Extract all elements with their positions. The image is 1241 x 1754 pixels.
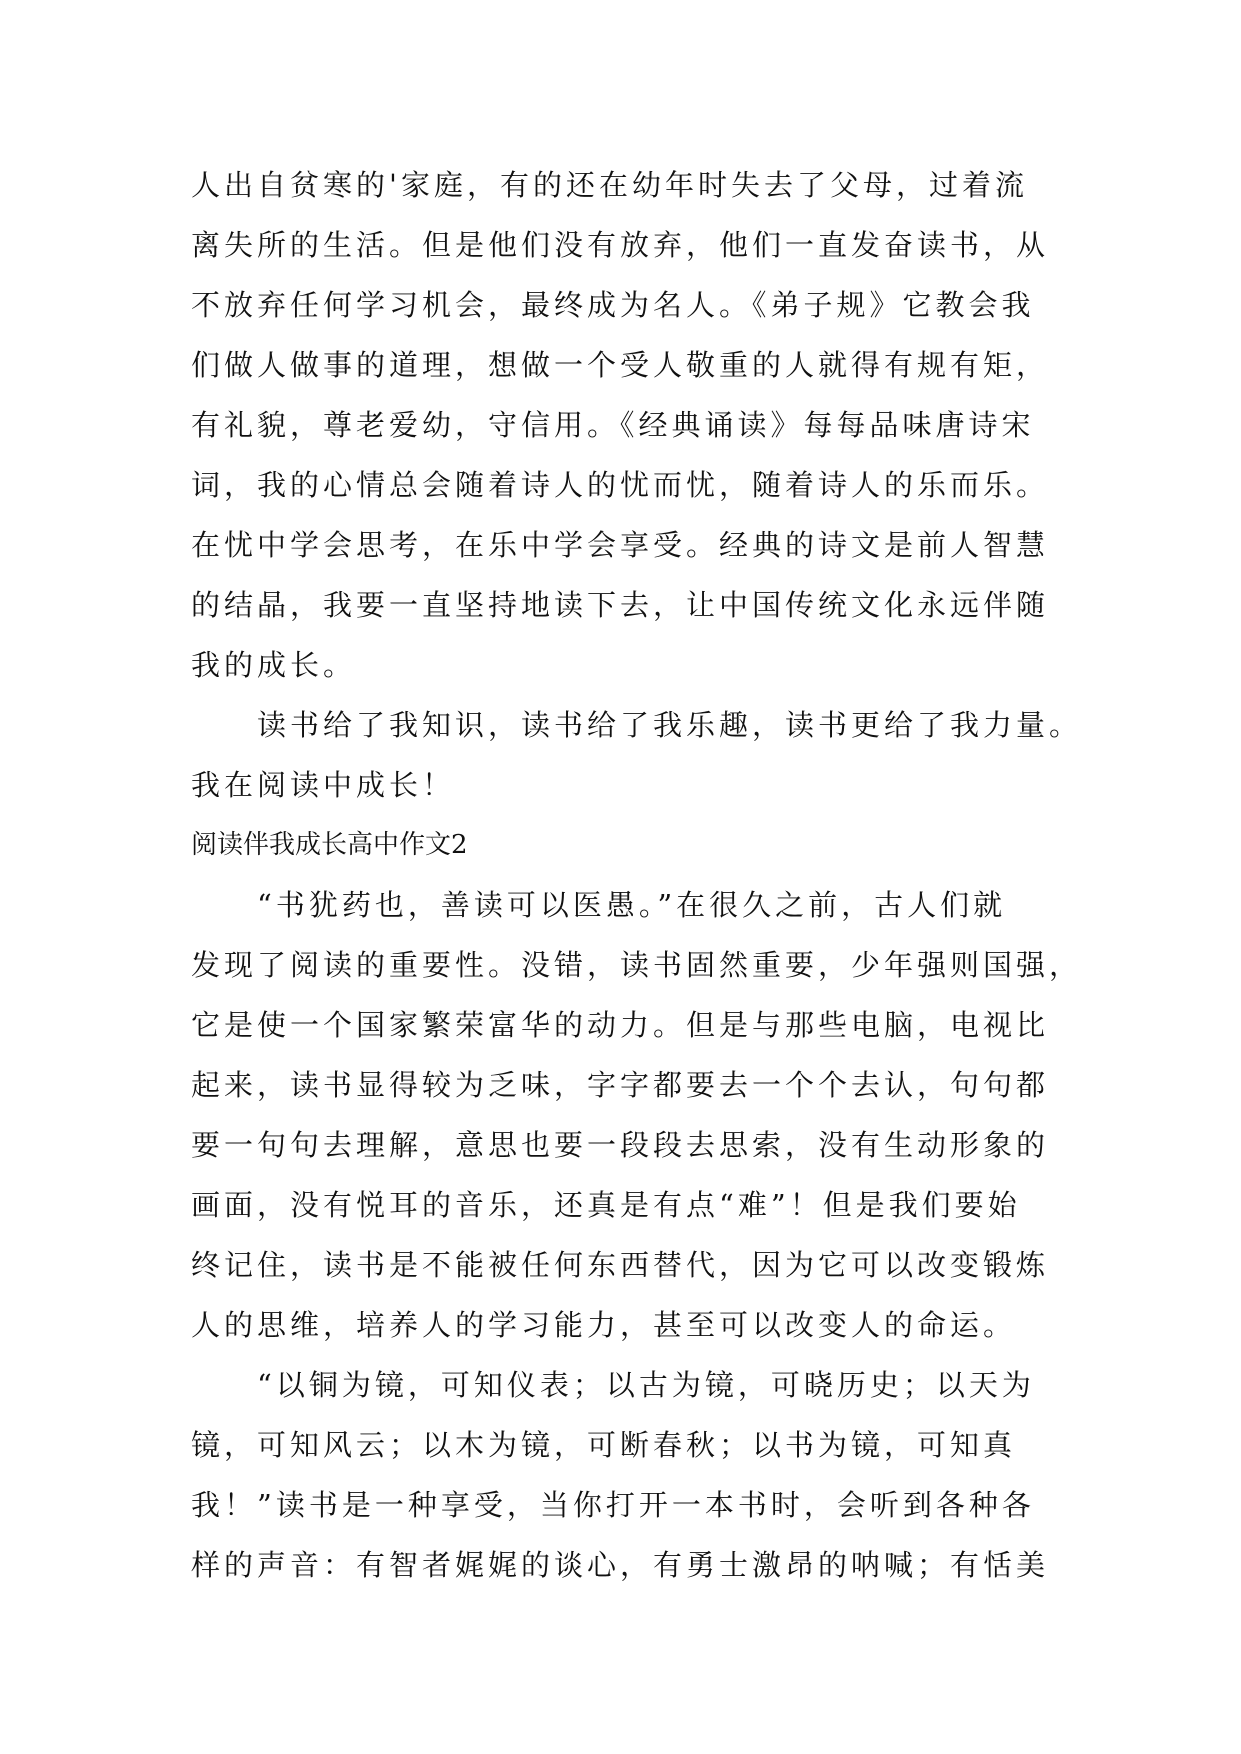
text-line: 起来，读书显得较为乏味，字字都要去一个个去认，句句都 [191,1068,1050,1102]
text-line: 我！”读书是一种享受，当你打开一本书时，会听到各种各 [191,1488,1035,1522]
text-line: 画面，没有悦耳的音乐，还真是有点“难”！但是我们要始 [191,1188,1021,1222]
text-line: 读书给了我知识，读书给了我乐趣，读书更给了我力量。 [257,708,1083,742]
text-line: 人出自贫寒的'家庭，有的还在幼年时失去了父母，过着流 [191,168,1028,202]
text-line: 们做人做事的道理，想做一个受人敬重的人就得有规有矩， [191,348,1050,382]
text-line: 人的思维，培养人的学习能力，甚至可以改变人的命运。 [191,1308,1017,1342]
text-line: 的结晶，我要一直坚持地读下去，让中国传统文化永远伴随 [191,588,1050,622]
paragraph [191,875,1091,1355]
text-line: 镜，可知风云；以木为镜，可断春秋；以书为镜，可知真 [191,1428,1017,1462]
text-line: 终记住，读书是不能被任何东西替代，因为它可以改变锻炼 [191,1248,1050,1282]
text-line: 我的成长。 [191,648,357,682]
text-line: 它是使一个国家繁荣富华的动力。但是与那些电脑，电视比 [191,1008,1050,1042]
essay-title: 阅读伴我成长高中作文2 [191,830,468,860]
text-line: 样的声音：有智者娓娓的谈心，有勇士激昂的呐喊；有恬美 [191,1548,1050,1582]
text-line: 我在阅读中成长！ [191,768,456,802]
paragraph [191,155,1091,695]
text-line: 不放弃任何学习机会，最终成为名人。《弟子规》它教会我 [191,288,1035,322]
text-line: 要一句句去理解，意思也要一段段去思索，没有生动形象的 [191,1128,1050,1162]
text-line: 有礼貌，尊老爱幼，守信用。《经典诵读》每每品味唐诗宋 [191,408,1035,442]
text-line: 词，我的心情总会随着诗人的忧而忧，随着诗人的乐而乐。 [191,468,1050,502]
text-line: 发现了阅读的重要性。没错，读书固然重要，少年强则国强， [191,948,1083,982]
text-line: 离失所的生活。但是他们没有放弃，他们一直发奋读书，从 [191,228,1050,262]
document-body [191,155,1091,1595]
paragraph [191,1355,1091,1595]
text-line: “以铜为镜，可知仪表；以古为镜，可晓历史；以天为 [257,1368,1035,1402]
text-line: “书犹药也，善读可以医愚。”在很久之前，古人们就 [257,888,1007,922]
paragraph [191,695,1091,815]
text-line: 在忧中学会思考，在乐中学会享受。经典的诗文是前人智慧 [191,528,1050,562]
